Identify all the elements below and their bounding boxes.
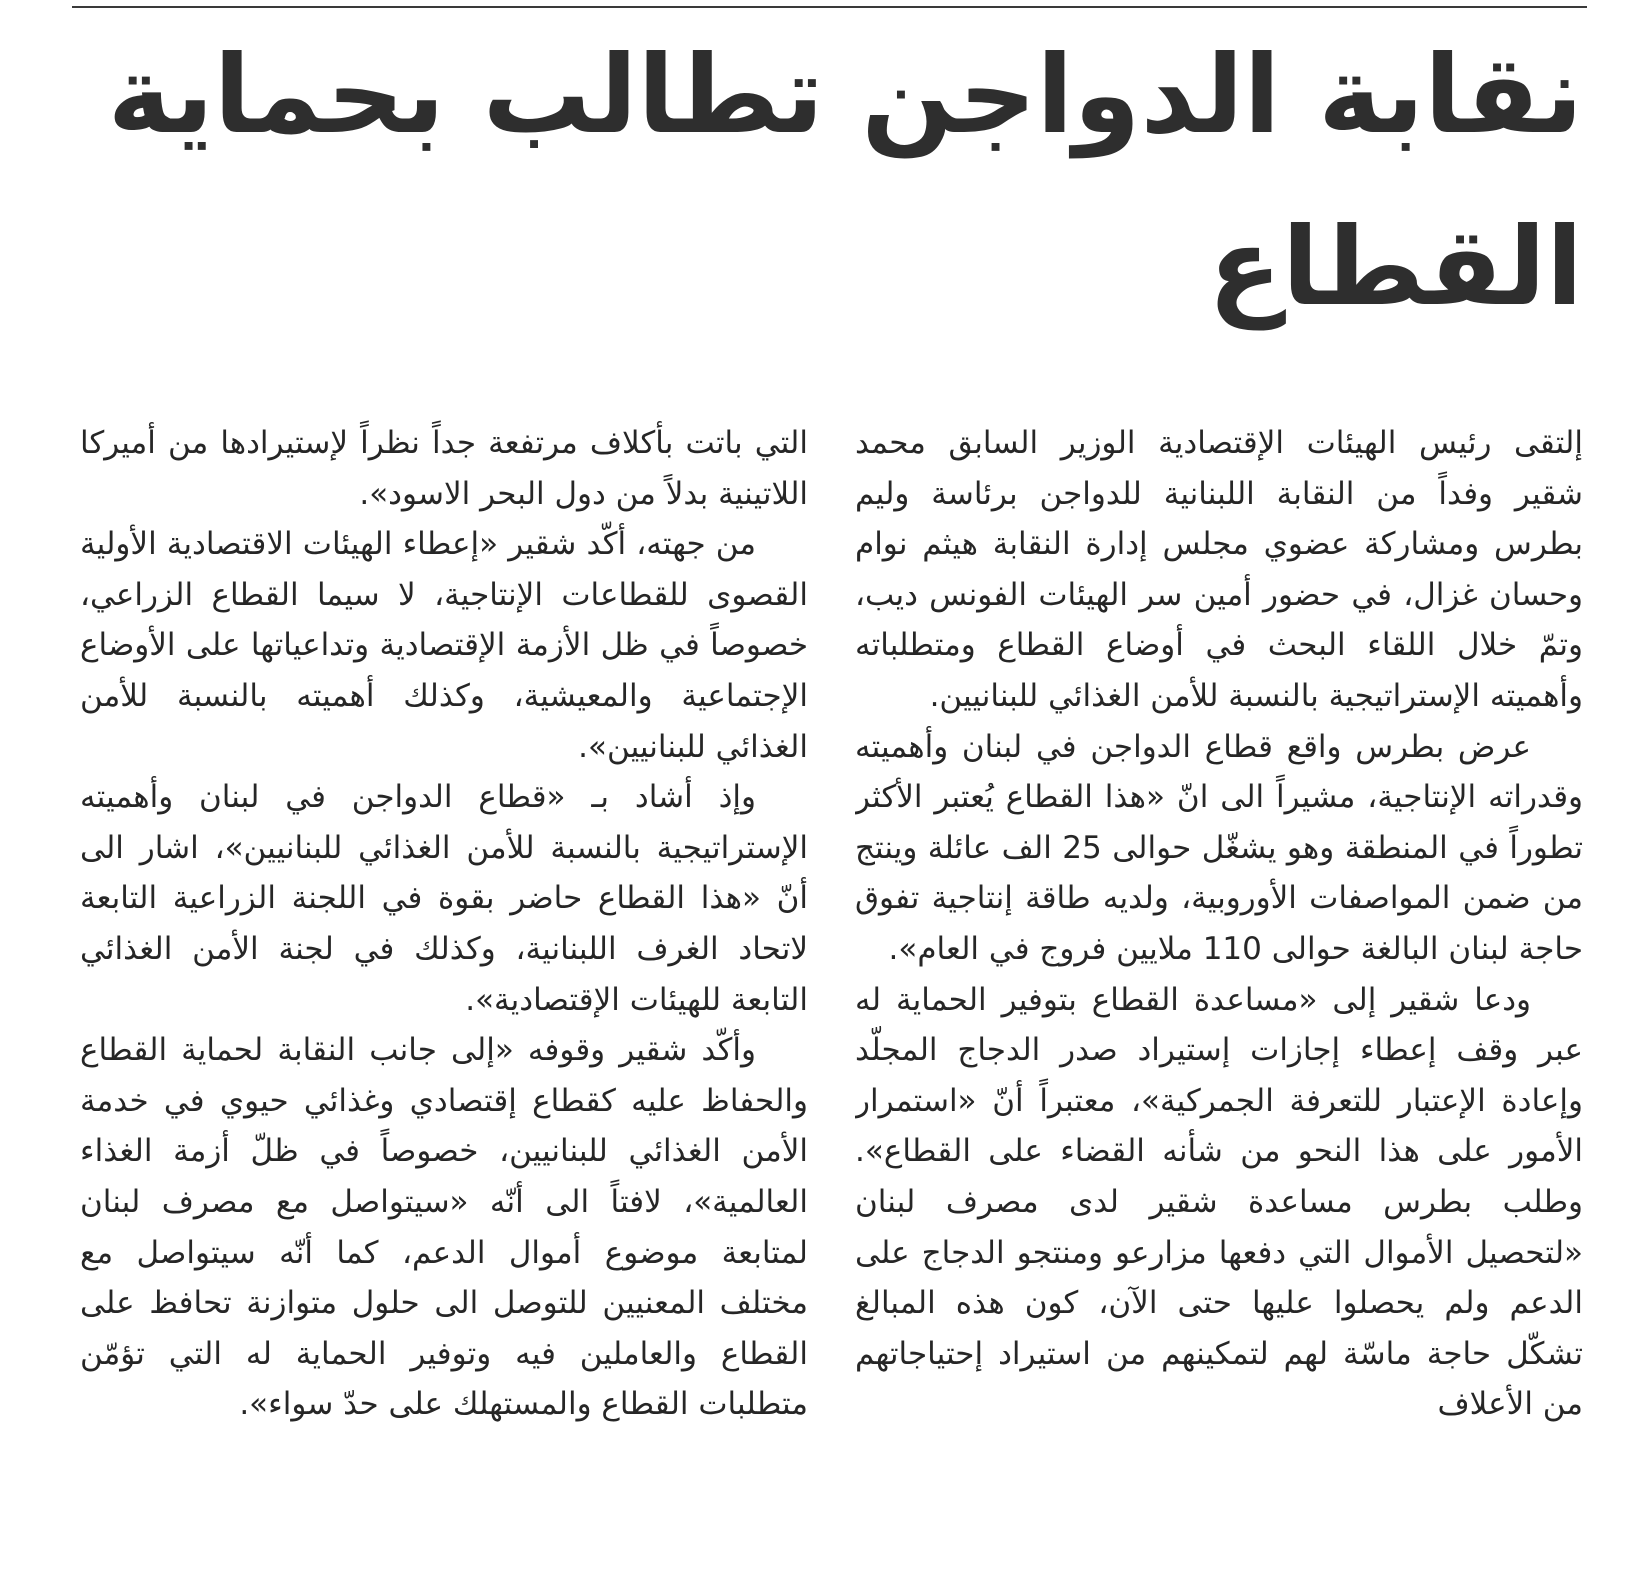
article-column-left [80,418,808,1568]
paragraph: إلتقى رئيس الهيئات الإقتصادية الوزير السابق محمد شقير وفداً من النقابة اللبنانية للدواجن برئاسة وليم بطرس ومشاركة عضوي مجلس إدارة النقابة هيثم نوام وحسان غزال، في حضور أمين سر الهيئات الفونس ديب، وتمّ خلال اللقاء البحث في أوضاع القطاع ومتطلباته وأهميته الإستراتيجية بالنسبة للأمن الغذائي للبنانيين. [855,425,1583,714]
paragraph: التي باتت بأكلاف مرتفعة جداً نظراً لإستيرادها من أميركا اللاتينية بدلاً من دول البحر الاسود». [80,425,808,512]
paragraph: من جهته، أكّد شقير «إعطاء الهيئات الاقتصادية الأولية القصوى للقطاعات الإنتاجية، لا سيما القطاع الزراعي، خصوصاً في ظل الأزمة الإقتصادية وتداعياتها على الأوضاع الإجتماعية والمعيشية، وكذلك أهميته بالنسبة للأمن الغذائي للبنانيين». [80,526,808,765]
article-column-right [855,418,1583,1568]
paragraph: وأكّد شقير وقوفه «إلى جانب النقابة لحماية القطاع والحفاظ عليه كقطاع إقتصادي وغذائي حيوي في خدمة الأمن الغذائي للبنانيين، خصوصاً في ظلّ أزمة الغذاء العالمية»، لافتاً الى أنّه «سيتواصل مع مصرف لبنان لمتابعة موضوع أموال الدعم، كما أنّه سيتواصل مع مختلف المعنيين للتوصل الى حلول متوازنة تحافظ على القطاع والعاملين فيه وتوفير الحماية له التي تؤمّن متطلبات القطاع والمستهلك على حدّ سواء». [80,1032,808,1423]
paragraph: وإذ أشاد بـ «قطاع الدواجن في لبنان وأهميته الإستراتيجية بالنسبة للأمن الغذائي للبنانيين»، اشار الى أنّ «هذا القطاع حاضر بقوة في اللجنة الزراعية التابعة لاتحاد الغرف اللبنانية، وكذلك في لجنة الأمن الغذائي التابعة للهيئات الإقتصادية». [80,779,808,1018]
top-rule [72,6,1587,8]
paragraph: عرض بطرس واقع قطاع الدواجن في لبنان وأهميته وقدراته الإنتاجية، مشيراً الى انّ «هذا القطاع يُعتبر الأكثر تطوراً في المنطقة وهو يشغّل حوالى 25 الف عائلة وينتج من ضمن المواصفات الأوروبية، ولديه طاقة إنتاجية تفوق حاجة لبنان البالغة حوالى 110 ملايين فروج في العام». [855,728,1583,967]
article-headline: نقابة الدواجن تطالب بحماية القطاع [107,33,1583,330]
paragraph: ودعا شقير إلى «مساعدة القطاع بتوفير الحماية له عبر وقف إعطاء إجازات إستيراد صدر الدجاج المجلّد وإعادة الإعتبار للتعرفة الجمركية»، معتبراً أنّ «استمرار الأمور على هذا النحو من شأنه القضاء على القطاع». وطلب بطرس مساعدة شقير لدى مصرف لبنان «لتحصيل الأموال التي دفعها مزارعو ومنتجو الدجاج على الدعم ولم يحصلوا عليها حتى الآن، كون هذه المبالغ تشكّل حاجة ماسّة لهم لتمكينهم من استيراد إحتياجاتهم من الأعلاف [855,981,1583,1423]
